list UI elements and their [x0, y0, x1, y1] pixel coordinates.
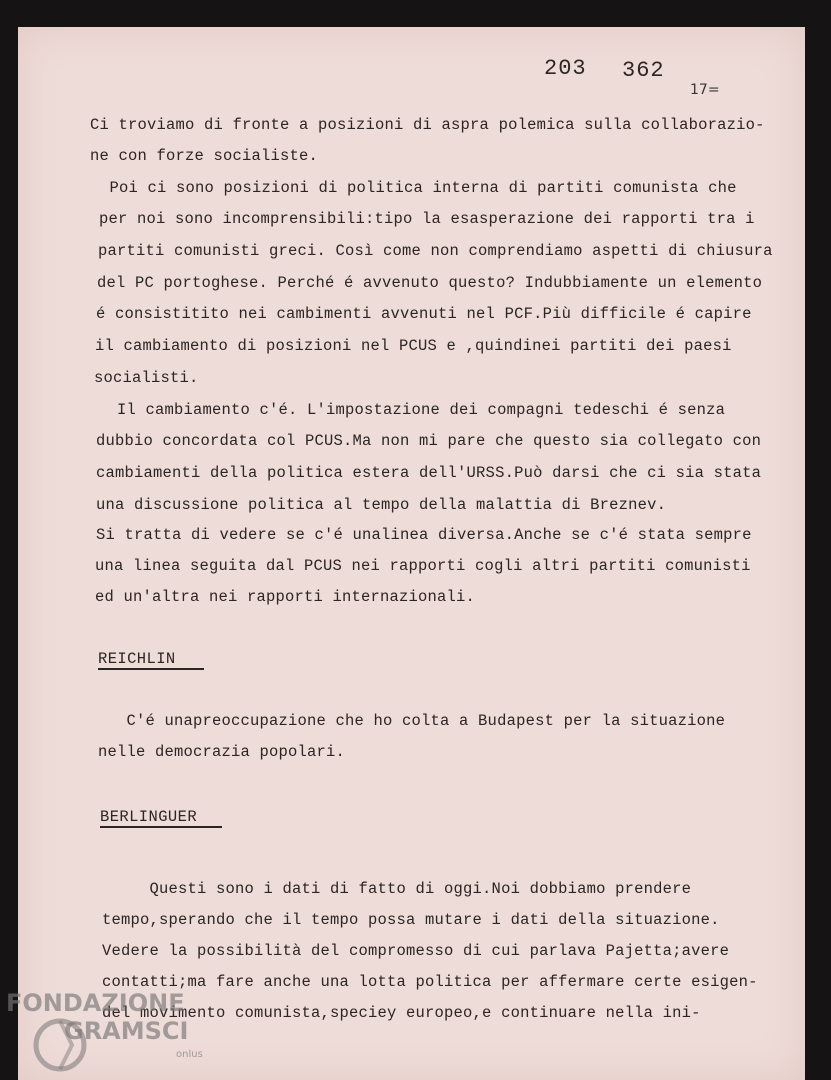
speaker-underline: [98, 668, 204, 670]
text-line: una linea seguita dal PCUS nei rapporti cogli altri partiti comunisti: [95, 557, 751, 575]
text-line: dubbio concordata col PCUS.Ma non mi pare che questo sia collegato con: [96, 432, 762, 450]
speaker-underline: [100, 826, 222, 828]
text-line: del PC portoghese. Perché é avvenuto questo? Indubbiamente un elemento: [97, 274, 763, 292]
text-line: Poi ci sono posizioni di politica interna di partiti comunista che: [100, 179, 737, 197]
text-line: cambiamenti della politica estera dell'URSS.Può darsi che ci sia stata: [96, 464, 762, 482]
text-line: socialisti.: [94, 369, 199, 387]
handwritten-page-note: 17=: [690, 82, 720, 98]
text-line: per noi sono incomprensibili:tipo la esasperazione dei rapporti tra i: [99, 210, 755, 228]
text-line: Il cambiamento c'é. L'impostazione dei compagni tedeschi é senza: [98, 401, 726, 419]
archive-page-number: 203: [544, 56, 587, 81]
text-line: nelle democrazia popolari.: [98, 743, 346, 761]
text-line: una discussione politica al tempo della malattia di Breznev.: [96, 496, 667, 514]
text-line: Questi sono i dati di fatto di oggi.Noi dobbiamo prendere: [102, 880, 692, 898]
watermark-line-3: onlus: [176, 1049, 203, 1060]
text-line: tempo,sperando che il tempo possa mutare i dati della situazione.: [102, 911, 720, 929]
watermark-line-2: GRAMSCI: [64, 1017, 189, 1045]
text-line: Si tratta di vedere se c'é unalinea diversa.Anche se c'é stata sempre: [96, 526, 752, 544]
text-line: Vedere la possibilità del compromesso di cui parlava Pajetta;avere: [102, 942, 730, 960]
text-line: il cambiamento di posizioni nel PCUS e ,quindinei partiti dei paesi: [95, 337, 732, 355]
text-line: C'é unapreoccupazione che ho colta a Budapest per la situazione: [98, 712, 726, 730]
watermark-line-1: FONDAZIONE: [6, 989, 185, 1017]
text-line: é consistitito nei cambimenti avvenuti nel PCF.Più difficile é capire: [96, 305, 752, 323]
text-line: contatti;ma fare anche una lotta politica per affermare certe esigen-: [102, 973, 758, 991]
text-line: Ci troviamo di fronte a posizioni di aspra polemica sulla collaborazio-: [90, 116, 765, 134]
text-line: ed un'altra nei rapporti internazionali.: [95, 588, 476, 606]
text-line: ne con forze socialiste.: [90, 147, 319, 165]
text-line: partiti comunisti greci. Così come non comprendiamo aspetti di chiusura: [98, 242, 773, 260]
speaker-name-berlinguer: BERLINGUER: [100, 808, 198, 826]
speaker-name-reichlin: REICHLIN: [98, 650, 176, 668]
archive-page-number-secondary: 362: [622, 58, 665, 83]
text-line: del movimento comunista,speciey europeo,e continuare nella ini-: [102, 1004, 701, 1022]
